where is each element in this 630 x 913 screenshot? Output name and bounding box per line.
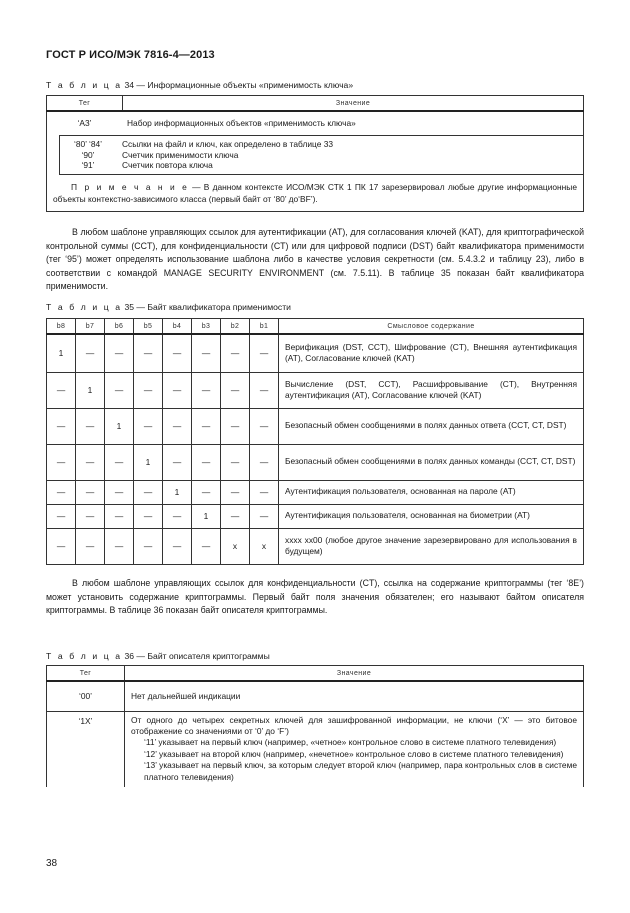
- table36: [46, 665, 584, 787]
- table34-nested-value: Счетчик применимости ключа: [122, 149, 239, 160]
- table36-1x-line: ‘13’ указывает на первый ключ, за которым следует второй ключ (например, пара контрольных слов в системе платного телевидения): [144, 760, 577, 782]
- table36-caption-text: 36 — Байт описателя криптограммы: [122, 651, 270, 661]
- table-row: [47, 480, 584, 504]
- table36-col-value: Значение: [125, 666, 584, 682]
- table-row: [47, 504, 584, 528]
- meaning-cell: Безопасный обмен сообщениями в полях данных ответа (CCT, CT, DST): [279, 408, 584, 444]
- table35-header-row: [47, 319, 584, 335]
- meaning-cell: Безопасный обмен сообщениями в полях данных команды (CCT, CT, DST): [279, 444, 584, 480]
- table-row: [47, 681, 584, 711]
- bit-cell: —: [47, 504, 76, 528]
- bit-cell: —: [250, 480, 279, 504]
- paragraph-1: [46, 226, 584, 294]
- bit-cell: 1: [163, 480, 192, 504]
- bit-cell: —: [76, 334, 105, 372]
- table35-caption-label: Т а б л и ц а: [46, 302, 123, 312]
- bit-cell: 1: [134, 444, 163, 480]
- bit-cell: x: [221, 528, 250, 564]
- table35-caption-text: 35 — Байт квалификатора применимости: [122, 302, 291, 312]
- bit-cell: —: [76, 504, 105, 528]
- bit-cell: —: [105, 334, 134, 372]
- page-number: 38: [46, 858, 58, 869]
- table36-caption-label: Т а б л и ц а: [46, 651, 123, 661]
- meaning-cell: Верификация (DST, CCT), Шифрование (CT), Внешняя аутентификация (AT), Согласование ключей (KAT): [279, 334, 584, 372]
- table34-nested-tag: ‘90’: [81, 149, 95, 160]
- table35-col-meaning: Смысловое содержание: [279, 319, 584, 335]
- bit-cell: —: [163, 528, 192, 564]
- meaning-cell: Вычисление (DST, CCT), Расшифровывание (CT), Внутренняя аутентификация (AT), Согласование ключей (KAT): [279, 372, 584, 408]
- table34-body-row: [47, 111, 584, 211]
- bit-cell: 1: [192, 504, 221, 528]
- bit-cell: —: [221, 408, 250, 444]
- bit-cell: —: [134, 480, 163, 504]
- table35-col-b1: b1: [250, 319, 279, 335]
- table34-note: [53, 181, 577, 205]
- bit-cell: —: [221, 334, 250, 372]
- bit-cell: —: [134, 408, 163, 444]
- bit-cell: —: [192, 480, 221, 504]
- bit-cell: —: [134, 372, 163, 408]
- bit-cell: —: [47, 408, 76, 444]
- table35-col-b7: b7: [76, 319, 105, 335]
- bit-cell: —: [250, 334, 279, 372]
- bit-cell: —: [221, 372, 250, 408]
- table34-nested-value: Ссылки на файл и ключ, как определено в таблице 33: [122, 139, 334, 149]
- table35-col-b6: b6: [105, 319, 134, 335]
- document-header: ГОСТ Р ИСО/МЭК 7816-4—2013: [46, 49, 215, 61]
- table34-value-a3: Набор информационных объектов «применимость ключа»: [127, 118, 356, 128]
- bit-cell: —: [221, 480, 250, 504]
- table36-1x-line: ‘12’ указывает на второй ключ (например, «нечетное» контрольное слово в системе платного телевидения): [144, 748, 564, 759]
- table34-nested-row: [60, 150, 583, 161]
- table34-nested-value: Счетчик повтора ключа: [122, 160, 213, 171]
- table34-note-text: — В данном контексте ИСО/МЭК СТК 1 ПК 17 зарезервировал любые другие информационные объекты контекстно-зависимого класса (первый байт от ‘80’ до‘BF’).: [53, 181, 577, 204]
- table34-note-label: П р и м е ч а н и е: [71, 181, 189, 192]
- table-row: [47, 528, 584, 564]
- table35-col-b5: b5: [134, 319, 163, 335]
- table36-1x-line: От одного до четырех секретных ключей для зашифрованной информации, не ключи (‘X’ — это битовое отображение со значениями от ‘0’ до ‘F’): [131, 714, 577, 736]
- table-row: [47, 334, 584, 372]
- table35-col-b2: b2: [221, 319, 250, 335]
- bit-cell: —: [105, 528, 134, 564]
- bit-cell: —: [192, 444, 221, 480]
- table36-col-tag: Тег: [47, 666, 125, 682]
- bit-cell: —: [163, 334, 192, 372]
- table36-caption: [46, 651, 270, 661]
- table35-col-b8: b8: [47, 319, 76, 335]
- table34: [46, 95, 584, 212]
- table36-tag-00: ‘00’: [47, 681, 125, 711]
- bit-cell: —: [47, 480, 76, 504]
- table-row: [47, 711, 584, 787]
- table34-nested-row: [60, 139, 583, 150]
- table-row: [47, 408, 584, 444]
- table35-col-b4: b4: [163, 319, 192, 335]
- table35: [46, 318, 584, 565]
- table34-tag-a3: ‘A3’: [77, 118, 92, 128]
- bit-cell: —: [105, 480, 134, 504]
- bit-cell: —: [250, 372, 279, 408]
- table36-value-1x: [125, 711, 584, 787]
- table36-tag-1x: ‘1X’: [47, 711, 125, 787]
- table34-caption-text: 34 — Информационные объекты «применимость ключа»: [122, 80, 354, 90]
- bit-cell: —: [105, 372, 134, 408]
- bit-cell: —: [134, 334, 163, 372]
- table34-col-value: Значение: [123, 96, 584, 112]
- table36-header-row: [47, 666, 584, 682]
- table34-nested-tag: ‘91’: [81, 160, 95, 171]
- bit-cell: —: [76, 480, 105, 504]
- table34-row-a3: [53, 118, 577, 129]
- table-row: [47, 372, 584, 408]
- table35-caption: [46, 302, 291, 312]
- bit-cell: 1: [47, 334, 76, 372]
- bit-cell: —: [134, 504, 163, 528]
- table34-nested-row: [60, 160, 583, 171]
- bit-cell: —: [221, 444, 250, 480]
- bit-cell: —: [47, 444, 76, 480]
- bit-cell: —: [192, 372, 221, 408]
- bit-cell: —: [76, 528, 105, 564]
- bit-cell: —: [163, 408, 192, 444]
- bit-cell: 1: [76, 372, 105, 408]
- table36-1x-line: ‘11’ указывает на первый ключ (например, «четное» контрольное слово в системе платного телевидения): [144, 737, 557, 748]
- bit-cell: —: [192, 528, 221, 564]
- bit-cell: —: [47, 372, 76, 408]
- bit-cell: —: [250, 504, 279, 528]
- bit-cell: —: [163, 444, 192, 480]
- table-row: [47, 444, 584, 480]
- table34-nested-block: [59, 135, 583, 175]
- meaning-cell: Аутентификация пользователя, основанная на биометрии (AT): [279, 504, 584, 528]
- bit-cell: —: [221, 504, 250, 528]
- bit-cell: —: [47, 528, 76, 564]
- meaning-cell: Аутентификация пользователя, основанная на пароле (AT): [279, 480, 584, 504]
- table34-body: [47, 111, 584, 211]
- bit-cell: —: [76, 408, 105, 444]
- paragraph-1-text: В любом шаблоне управляющих ссылок для аутентификации (AT), для согласования ключей (KAT), для криптографической контрольной суммы (CCT), для конфиденциальности (CT) или для цифровой подписи (DST) байт квалификатора применимости (тег ‘95’) может определять использование шаблона либо в качестве условия секретности (см. 5.4.3.2 и таблицу 23), либо в соответствии с командой MANAGE SECURITY ENVIRONMENT (см. 7.5.11). В таблице 35 показан байт квалификатора применимости.: [46, 227, 584, 292]
- bit-cell: 1: [105, 408, 134, 444]
- bit-cell: —: [163, 372, 192, 408]
- bit-cell: —: [76, 444, 105, 480]
- table34-header-row: [47, 96, 584, 112]
- bit-cell: —: [192, 408, 221, 444]
- table34-caption: [46, 80, 353, 90]
- table34-caption-label: Т а б л и ц а: [46, 80, 123, 90]
- bit-cell: —: [250, 408, 279, 444]
- table34-nested-tag: ‘80’ ‘84’: [73, 139, 103, 149]
- table35-col-b3: b3: [192, 319, 221, 335]
- table36-value-00: Нет дальнейшей индикации: [125, 681, 584, 711]
- bit-cell: —: [192, 334, 221, 372]
- bit-cell: —: [105, 504, 134, 528]
- bit-cell: —: [250, 444, 279, 480]
- bit-cell: —: [105, 444, 134, 480]
- bit-cell: —: [134, 528, 163, 564]
- meaning-cell: xxxx xx00 (любое другое значение зарезервировано для использования в будущем): [279, 528, 584, 564]
- bit-cell: —: [163, 504, 192, 528]
- paragraph-2-text: В любом шаблоне управляющих ссылок для конфиденциальности (CT), ссылка на содержание криптограммы (тег ‘8E’) может установить содержание криптограммы. Первый байт поля значения обязателен; его называют байтом описателя криптограммы. В таблице 36 показан байт описателя криптограммы.: [46, 578, 584, 616]
- table34-col-tag: Тег: [47, 96, 123, 112]
- paragraph-2: [46, 577, 584, 618]
- bit-cell: x: [250, 528, 279, 564]
